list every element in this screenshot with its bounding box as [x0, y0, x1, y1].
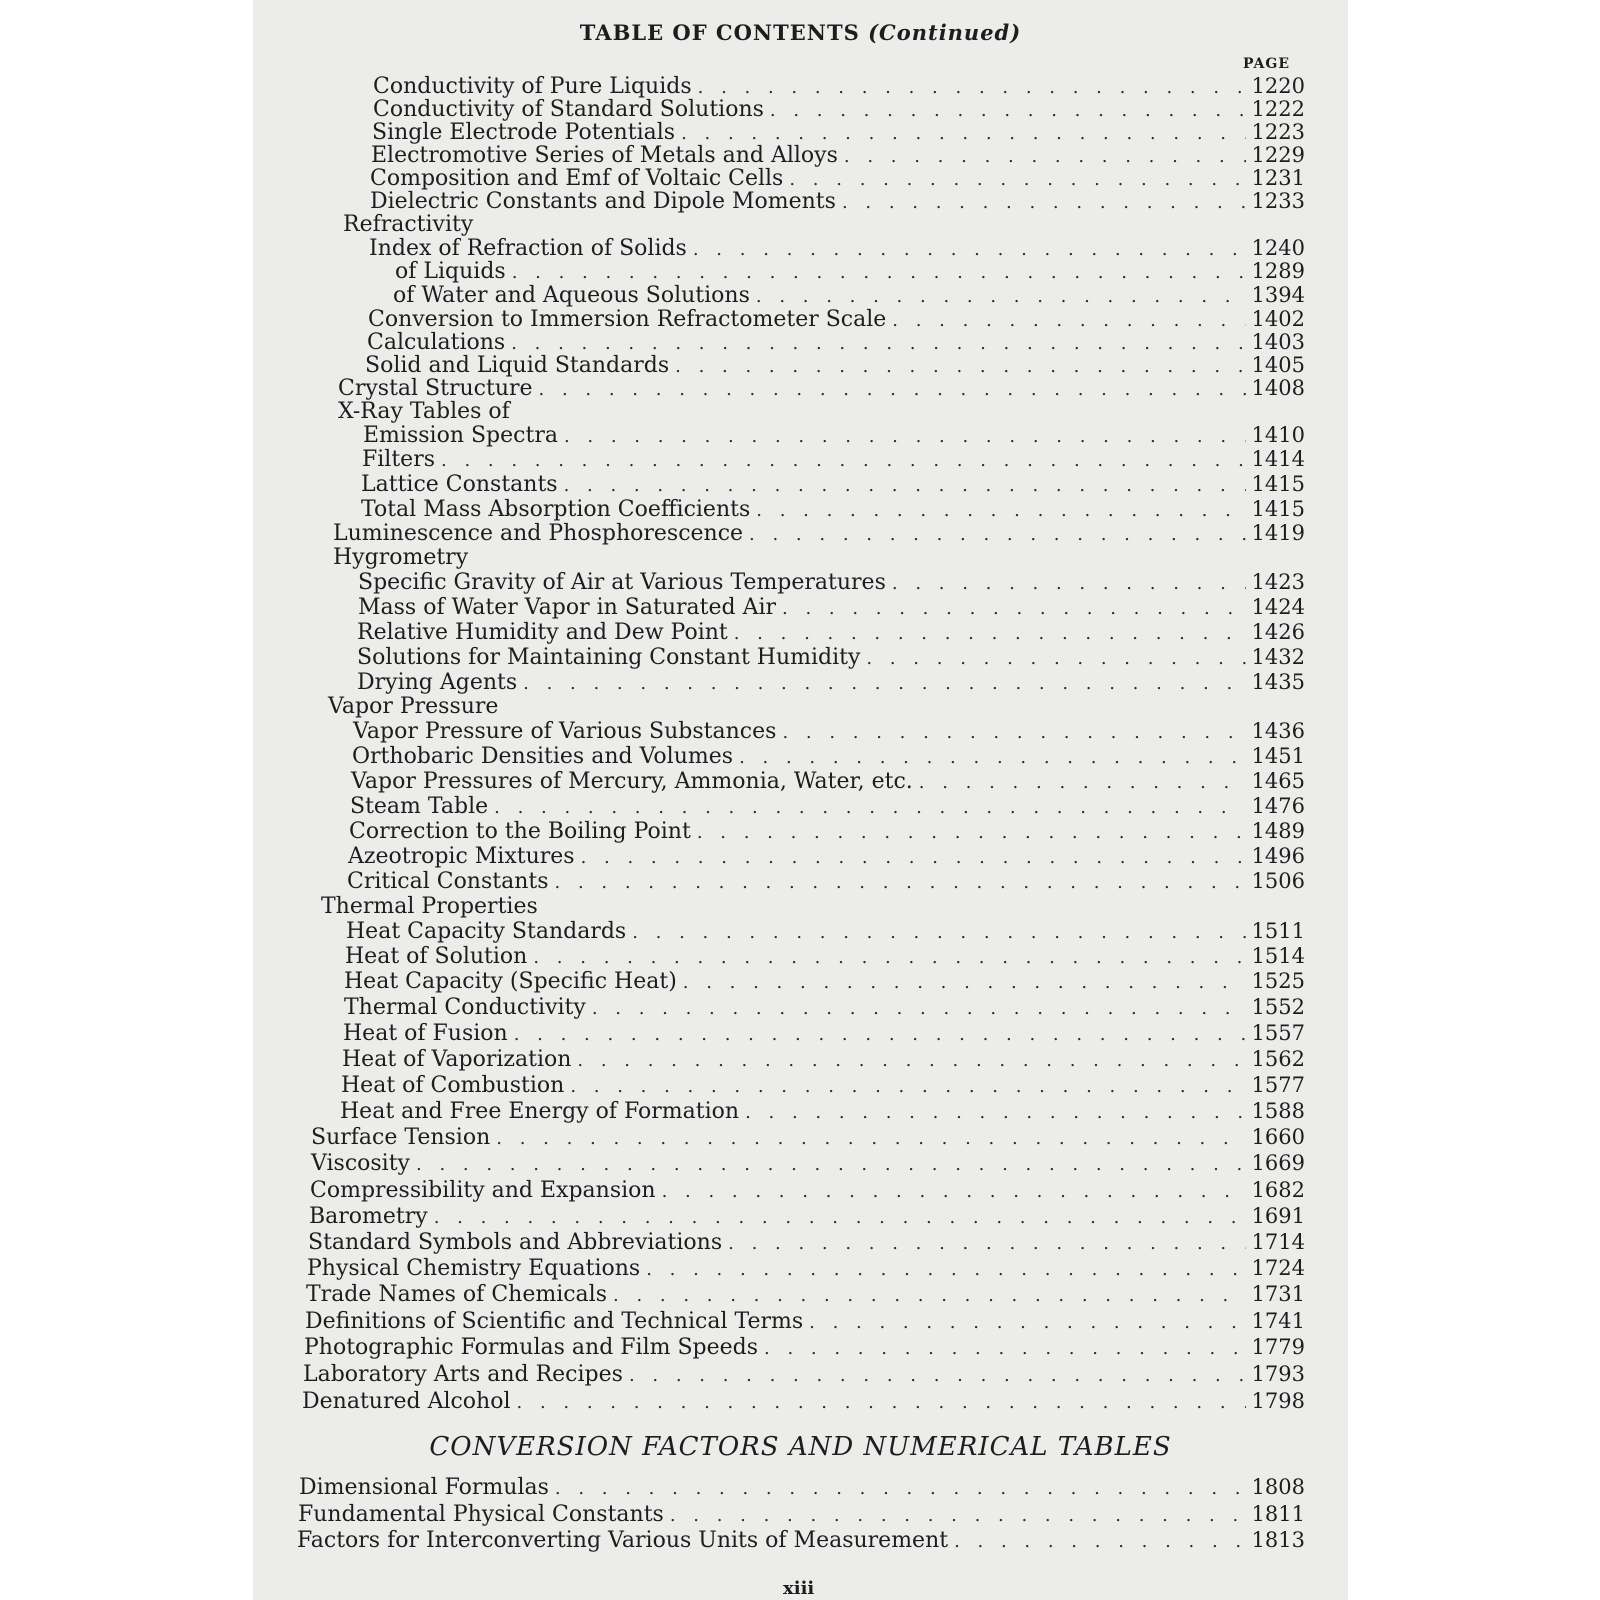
dot-leader [866, 648, 1245, 669]
toc-entry-label: Compressibility and Expansion [310, 1178, 656, 1203]
toc-entry [363, 423, 1305, 449]
toc-entry-label: of Liquids [395, 259, 506, 284]
toc-entry [309, 1204, 1305, 1230]
dot-leader [892, 573, 1246, 594]
toc-entry-label: Heat Capacity Standards [346, 919, 627, 944]
dot-leader [683, 972, 1246, 993]
toc-entry-label: Specific Gravity of Air at Various Temperatures [358, 570, 886, 595]
toc-entry-label: Heat Capacity (Specific Heat) [344, 969, 677, 994]
toc-entry [311, 1125, 1305, 1151]
section-heading: CONVERSION FACTORS AND NUMERICAL TABLES [429, 1432, 1172, 1462]
toc-entry [328, 694, 1305, 720]
toc-entry [311, 1151, 1305, 1177]
toc-entry-page: 1410 [1251, 423, 1305, 447]
toc-entry-label: Luminescence and Phosphorescence [333, 521, 744, 546]
toc-entry-page: 1557 [1251, 1021, 1305, 1045]
toc-entry-page: 1229 [1251, 143, 1305, 167]
dot-leader [756, 286, 1246, 307]
toc-entry-page: 1424 [1251, 595, 1305, 619]
dot-leader [517, 1392, 1246, 1413]
toc-entry [353, 719, 1305, 745]
toc-entry [333, 521, 1305, 547]
toc-entry [357, 645, 1305, 671]
toc-entry-label: Orthobaric Densities and Volumes [352, 744, 734, 769]
toc-entry-label: Thermal Properties [321, 894, 538, 919]
toc-entry-label: Refractivity [343, 212, 474, 237]
dot-leader [749, 524, 1246, 545]
toc-entry-page: 1414 [1251, 447, 1305, 471]
toc-entry-label: Dielectric Constants and Dipole Moments [370, 189, 836, 214]
toc-entry [357, 620, 1305, 646]
toc-entry [338, 399, 1305, 425]
dot-leader [681, 123, 1245, 144]
toc-entry [361, 497, 1305, 523]
dot-leader [523, 673, 1245, 694]
toc-entry-label: Thermal Conductivity [344, 995, 586, 1020]
toc-entry [349, 819, 1305, 845]
toc-entry-page: 1426 [1251, 620, 1305, 644]
toc-entry [350, 794, 1305, 820]
toc-entry-page: 1798 [1251, 1389, 1305, 1413]
toc-entry-page: 1405 [1251, 353, 1305, 377]
toc-entry-label: Factors for Interconverting Various Units of Measurement [297, 1528, 949, 1553]
toc-entry-page: 1808 [1251, 1475, 1305, 1499]
toc-entry-page: 1813 [1251, 1528, 1305, 1552]
toc-entry-label: Relative Humidity and Dew Point [357, 620, 728, 645]
toc-entry-label: Crystal Structure [338, 376, 533, 401]
toc-entry [393, 283, 1305, 309]
toc-entry [306, 1282, 1305, 1308]
title-suffix: (Continued) [868, 20, 1022, 45]
dot-leader [698, 77, 1246, 98]
toc-entry-label: Conductivity of Standard Solutions [373, 97, 764, 122]
toc-entry-label: Azeotropic Mixtures [348, 844, 575, 869]
dot-leader [745, 1102, 1245, 1123]
dot-leader [756, 500, 1245, 521]
dot-leader [632, 922, 1245, 943]
toc-entry-page: 1415 [1251, 472, 1305, 496]
toc-entry-label: Lattice Constants [361, 472, 558, 497]
toc-entry-page: 1731 [1251, 1282, 1305, 1306]
toc-entry-page: 1779 [1251, 1335, 1305, 1359]
dot-leader [441, 450, 1246, 471]
dot-leader [697, 822, 1246, 843]
toc-entry-page: 1682 [1251, 1178, 1305, 1202]
toc-entry-page: 1562 [1251, 1047, 1305, 1071]
toc-entry-label: Composition and Emf of Voltaic Cells [370, 166, 784, 191]
toc-entry-page: 1514 [1251, 944, 1305, 968]
toc-entry-label: Vapor Pressure [328, 694, 499, 719]
toc-entry [298, 1502, 1305, 1528]
toc-entry-page: 1435 [1251, 670, 1305, 694]
toc-entry [347, 869, 1305, 895]
toc-entry-page: 1231 [1251, 166, 1305, 190]
dot-leader [496, 1128, 1245, 1149]
dot-leader [764, 1338, 1246, 1359]
toc-entry [341, 1073, 1305, 1099]
toc-entry-page: 1496 [1251, 844, 1305, 868]
toc-entry-label: Trade Names of Chemicals [306, 1282, 607, 1307]
toc-entry [299, 1475, 1305, 1501]
toc-entry-label: Heat and Free Energy of Formation [340, 1099, 740, 1124]
toc-entry [358, 595, 1305, 621]
dot-leader [842, 192, 1246, 213]
toc-entry [343, 212, 1305, 238]
toc-entry-label: Calculations [367, 330, 506, 355]
toc-entry-page: 1793 [1251, 1362, 1305, 1386]
dot-leader [662, 1181, 1246, 1202]
toc-entry-page: 1415 [1251, 497, 1305, 521]
toc-entry-page: 1811 [1251, 1502, 1305, 1526]
toc-entry-label: Denatured Alcohol [302, 1389, 511, 1414]
toc-entry-label: Filters [362, 447, 436, 472]
toc-entry-page: 1223 [1251, 120, 1305, 144]
dot-leader [564, 475, 1246, 496]
toc-entry-page: 1451 [1251, 744, 1305, 768]
toc-entry-label: Conductivity of Pure Liquids [373, 74, 692, 99]
toc-entry-page: 1432 [1251, 645, 1305, 669]
toc-entry-label: Laboratory Arts and Recipes [303, 1362, 623, 1387]
toc-entry-page: 1476 [1251, 794, 1305, 818]
toc-entry-label: Dimensional Formulas [299, 1475, 549, 1500]
toc-entry-label: Correction to the Boiling Point [349, 819, 691, 844]
toc-entry-label: Critical Constants [347, 869, 549, 894]
toc-entry-label: Definitions of Scientific and Technical Terms [305, 1309, 804, 1334]
toc-entry [352, 744, 1305, 770]
dot-leader [514, 1024, 1246, 1045]
dot-leader [728, 1233, 1245, 1254]
toc-entry [344, 995, 1305, 1021]
toc-entry [340, 1099, 1305, 1125]
toc-entry-label: Fundamental Physical Constants [298, 1502, 664, 1527]
toc-entry-label: Heat of Combustion [341, 1073, 565, 1098]
dot-leader [539, 379, 1246, 400]
toc-entry-label: Barometry [309, 1204, 428, 1229]
toc-entry-label: Solid and Liquid Standards [365, 353, 670, 378]
toc-entry [304, 1335, 1305, 1361]
toc-entry [358, 570, 1305, 596]
dot-leader [782, 722, 1245, 743]
book-page [253, 0, 1348, 1600]
dot-leader [739, 747, 1245, 768]
toc-entry-page: 1577 [1251, 1073, 1305, 1097]
dot-leader [613, 1285, 1246, 1306]
toc-entry-label: Hygrometry [333, 545, 469, 570]
toc-entry [348, 844, 1305, 870]
toc-entry [351, 769, 1305, 795]
toc-entry-label: Heat of Solution [345, 944, 528, 969]
dot-leader [919, 772, 1246, 793]
dot-leader [592, 998, 1246, 1019]
toc-entry-label: X-Ray Tables of [338, 399, 510, 424]
toc-entry-label: Solutions for Maintaining Constant Humidity [357, 645, 861, 670]
toc-entry [395, 259, 1305, 285]
toc-entry-label: Mass of Water Vapor in Saturated Air [358, 595, 777, 620]
toc-entry [305, 1309, 1305, 1335]
toc-entry [345, 944, 1305, 970]
toc-entry [302, 1389, 1305, 1415]
toc-entry [361, 472, 1305, 498]
toc-entry-page: 1552 [1251, 995, 1305, 1019]
page-folio: xiii [783, 1578, 815, 1599]
toc-entry-label: Single Electrode Potentials [372, 120, 676, 145]
toc-entry-page: 1660 [1251, 1125, 1305, 1149]
toc-entry [303, 1362, 1305, 1388]
page-title [253, 20, 1348, 45]
toc-entry-page: 1408 [1251, 376, 1305, 400]
toc-entry-page: 1240 [1251, 236, 1305, 260]
toc-entry-page: 1289 [1251, 259, 1305, 283]
toc-entry-label: of Water and Aqueous Solutions [393, 283, 750, 308]
toc-entry-label: Surface Tension [311, 1125, 491, 1150]
dot-leader [809, 1312, 1245, 1333]
dot-leader [577, 1050, 1245, 1071]
toc-entry [308, 1230, 1305, 1256]
toc-entry [346, 919, 1305, 945]
toc-entry-page: 1402 [1251, 307, 1305, 331]
dot-leader [734, 623, 1246, 644]
toc-entry-label: Photographic Formulas and Film Speeds [304, 1335, 759, 1360]
dot-leader [629, 1365, 1246, 1386]
toc-entry [357, 670, 1305, 696]
dot-leader [789, 169, 1245, 190]
toc-entry [344, 969, 1305, 995]
dot-leader [670, 1505, 1246, 1526]
toc-entry-label: Heat of Vaporization [342, 1047, 572, 1072]
toc-entry-label: Steam Table [350, 794, 489, 819]
toc-entry [297, 1528, 1305, 1554]
toc-entry-page: 1465 [1251, 769, 1305, 793]
toc-entry-page: 1506 [1251, 869, 1305, 893]
toc-entry-label: Total Mass Absorption Coefficients [361, 497, 751, 522]
dot-leader [416, 1154, 1246, 1175]
toc-entry-label: Drying Agents [357, 670, 518, 695]
dot-leader [770, 100, 1246, 121]
toc-entry-page: 1222 [1251, 97, 1305, 121]
toc-entry-page: 1220 [1251, 74, 1305, 98]
dot-leader [511, 333, 1245, 354]
toc-entry-page: 1714 [1251, 1230, 1305, 1254]
dot-leader [533, 947, 1245, 968]
dot-leader [892, 310, 1245, 331]
toc-entry-page: 1588 [1251, 1099, 1305, 1123]
dot-leader [581, 847, 1246, 868]
toc-entry-label: Vapor Pressure of Various Substances [353, 719, 777, 744]
toc-entry-page: 1423 [1251, 570, 1305, 594]
toc-entry-label: Viscosity [311, 1151, 410, 1176]
toc-entry [321, 894, 1305, 920]
toc-entry [333, 545, 1305, 571]
title-text: TABLE OF CONTENTS [579, 20, 860, 45]
toc-entry-label: Index of Refraction of Solids [369, 236, 687, 261]
toc-entry-page: 1691 [1251, 1204, 1305, 1228]
toc-entry [310, 1178, 1305, 1204]
toc-entry-label: Physical Chemistry Equations [307, 1256, 641, 1281]
dot-leader [646, 1259, 1245, 1280]
dot-leader [675, 356, 1245, 377]
dot-leader [844, 146, 1246, 167]
toc-entry-page: 1436 [1251, 719, 1305, 743]
toc-entry-page: 1233 [1251, 189, 1305, 213]
toc-entry-page: 1489 [1251, 819, 1305, 843]
toc-entry-page: 1724 [1251, 1256, 1305, 1280]
toc-entry-page: 1403 [1251, 330, 1305, 354]
toc-entry-label: Heat of Fusion [343, 1021, 508, 1046]
toc-entry-page: 1394 [1251, 283, 1305, 307]
toc-entry-page: 1669 [1251, 1151, 1305, 1175]
toc-entry [342, 1047, 1305, 1073]
toc-entry [307, 1256, 1305, 1282]
toc-entry-label: Electromotive Series of Metals and Alloys [371, 143, 838, 168]
dot-leader [564, 426, 1246, 447]
dot-leader [555, 1478, 1246, 1499]
page-column-label: PAGE [1243, 56, 1290, 72]
dot-leader [570, 1076, 1245, 1097]
toc-entry-page: 1419 [1251, 521, 1305, 545]
dot-leader [555, 872, 1246, 893]
dot-leader [782, 598, 1246, 619]
toc-entry [343, 1021, 1305, 1047]
dot-leader [434, 1207, 1246, 1228]
toc-entry-page: 1511 [1251, 919, 1305, 943]
toc-entry-label: Vapor Pressures of Mercury, Ammonia, Water, etc. [351, 769, 913, 794]
dot-leader [693, 239, 1246, 260]
toc-entry-label: Conversion to Immersion Refractometer Scale [368, 307, 887, 332]
toc-entry-label: Standard Symbols and Abbreviations [308, 1230, 723, 1255]
dot-leader [512, 262, 1246, 283]
toc-entry [362, 447, 1305, 473]
toc-entry-page: 1525 [1251, 969, 1305, 993]
toc-entry-label: Emission Spectra [363, 423, 558, 448]
dot-leader [954, 1531, 1245, 1552]
toc-entry-page: 1741 [1251, 1309, 1305, 1333]
dot-leader [494, 797, 1245, 818]
